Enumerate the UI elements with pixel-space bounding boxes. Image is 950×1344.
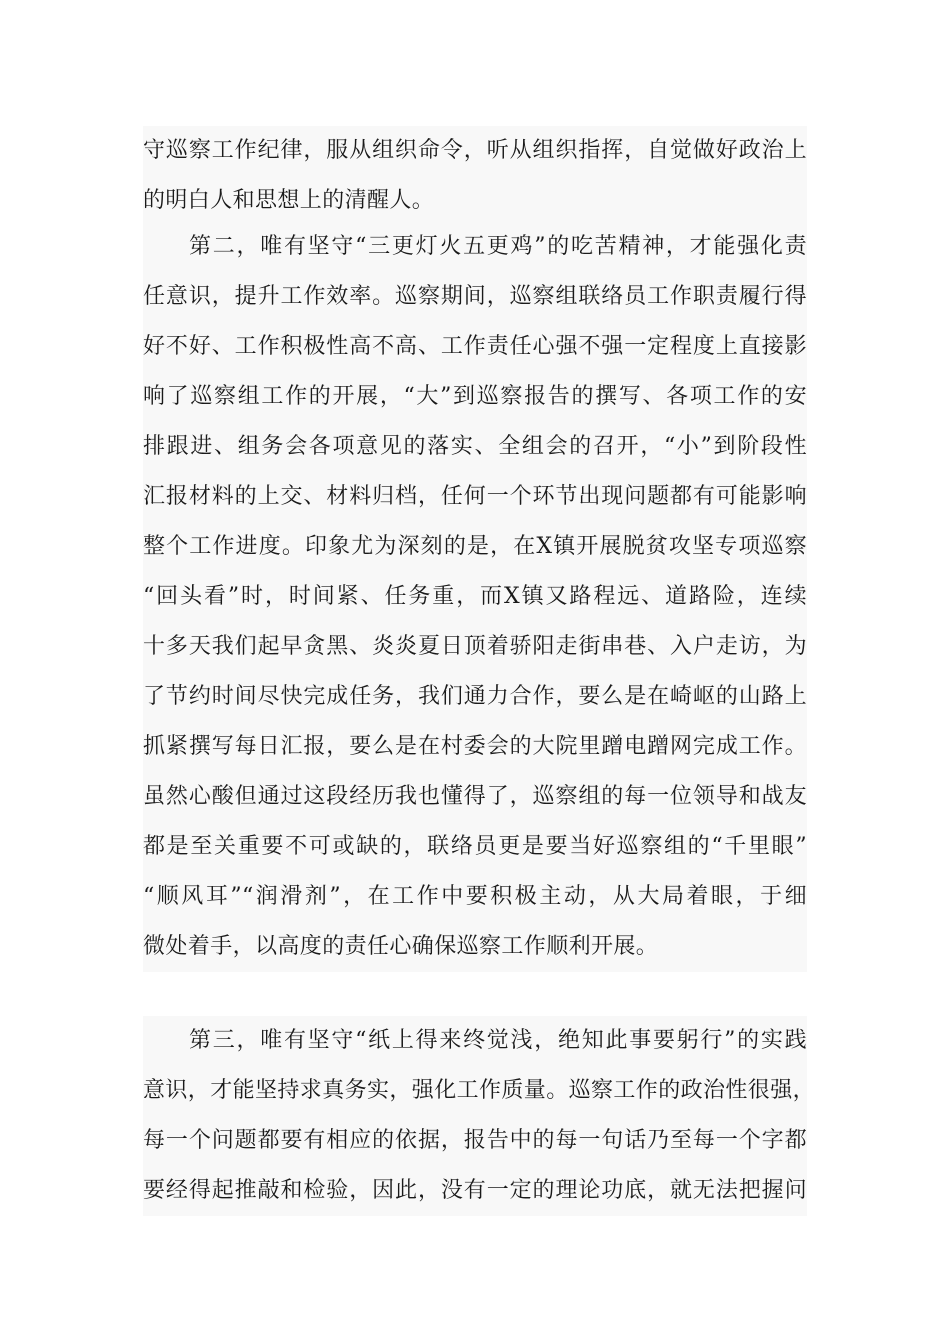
paragraph-line: 意识，才能坚持求真务实，强化工作质量。巡察工作的政治性很强， [143,1078,816,1103]
paragraph-line: 响了巡察组工作的开展，“大”到巡察报告的撰写、各项工作的安 [143,384,807,409]
paragraph-second [143,222,807,972]
paragraph-line: 守巡察工作纪律，服从组织命令，听从组织指挥，自觉做好政治上 [143,138,807,163]
paragraph-line: 排跟进、组务会各项意见的落实、全组会的召开，“小”到阶段性 [143,434,807,459]
paragraph-line: 整个工作进度。印象尤为深刻的是，在X镇开展脱贫攻坚专项巡察 [143,534,807,559]
paragraph-line: 每一个问题都要有相应的依据，报告中的每一句话乃至每一个字都 [143,1128,807,1153]
paragraph-line: 要经得起推敲和检验，因此，没有一定的理论功底，就无法把握问 [143,1178,807,1203]
paragraph-line: 好不好、工作积极性高不高、工作责任心强不强一定程度上直接影 [143,334,807,359]
paragraph-line: 了节约时间尽快完成任务，我们通力合作，要么是在崎岖的山路上 [143,684,807,709]
paragraph-line: 虽然心酸但通过这段经历我也懂得了，巡察组的每一位领导和战友 [143,784,807,809]
paragraph-line: 汇报材料的上交、材料归档，任何一个环节出现问题都有可能影响 [143,484,807,509]
paragraph-line: 任意识，提升工作效率。巡察期间，巡察组联络员工作职责履行得 [143,284,807,309]
paragraph-continued [143,126,807,226]
paragraph-third [143,1016,816,1216]
paragraph-line: “回头看”时，时间紧、任务重，而X镇又路程远、道路险，连续 [143,584,807,609]
paragraph-line: 第三，唯有坚守“纸上得来终觉浅，绝知此事要躬行”的实践 [189,1028,807,1053]
paragraph-line: 抓紧撰写每日汇报，要么是在村委会的大院里蹭电蹭网完成工作。 [143,734,807,759]
paragraph-line: 的明白人和思想上的清醒人。 [143,188,435,213]
paragraph-line: 十多天我们起早贪黑、炎炎夏日顶着骄阳走街串巷、入户走访，为 [143,634,807,659]
paragraph-line: 微处着手，以高度的责任心确保巡察工作顺利开展。 [143,934,659,959]
paragraph-line: 第二，唯有坚守“三更灯火五更鸡”的吃苦精神，才能强化责 [189,234,807,259]
paragraph-line: 都是至关重要不可或缺的，联络员更是要当好巡察组的“千里眼” [143,834,807,859]
paragraph-line: “顺风耳”“润滑剂”，在工作中要积极主动，从大局着眼，于细 [143,884,807,909]
